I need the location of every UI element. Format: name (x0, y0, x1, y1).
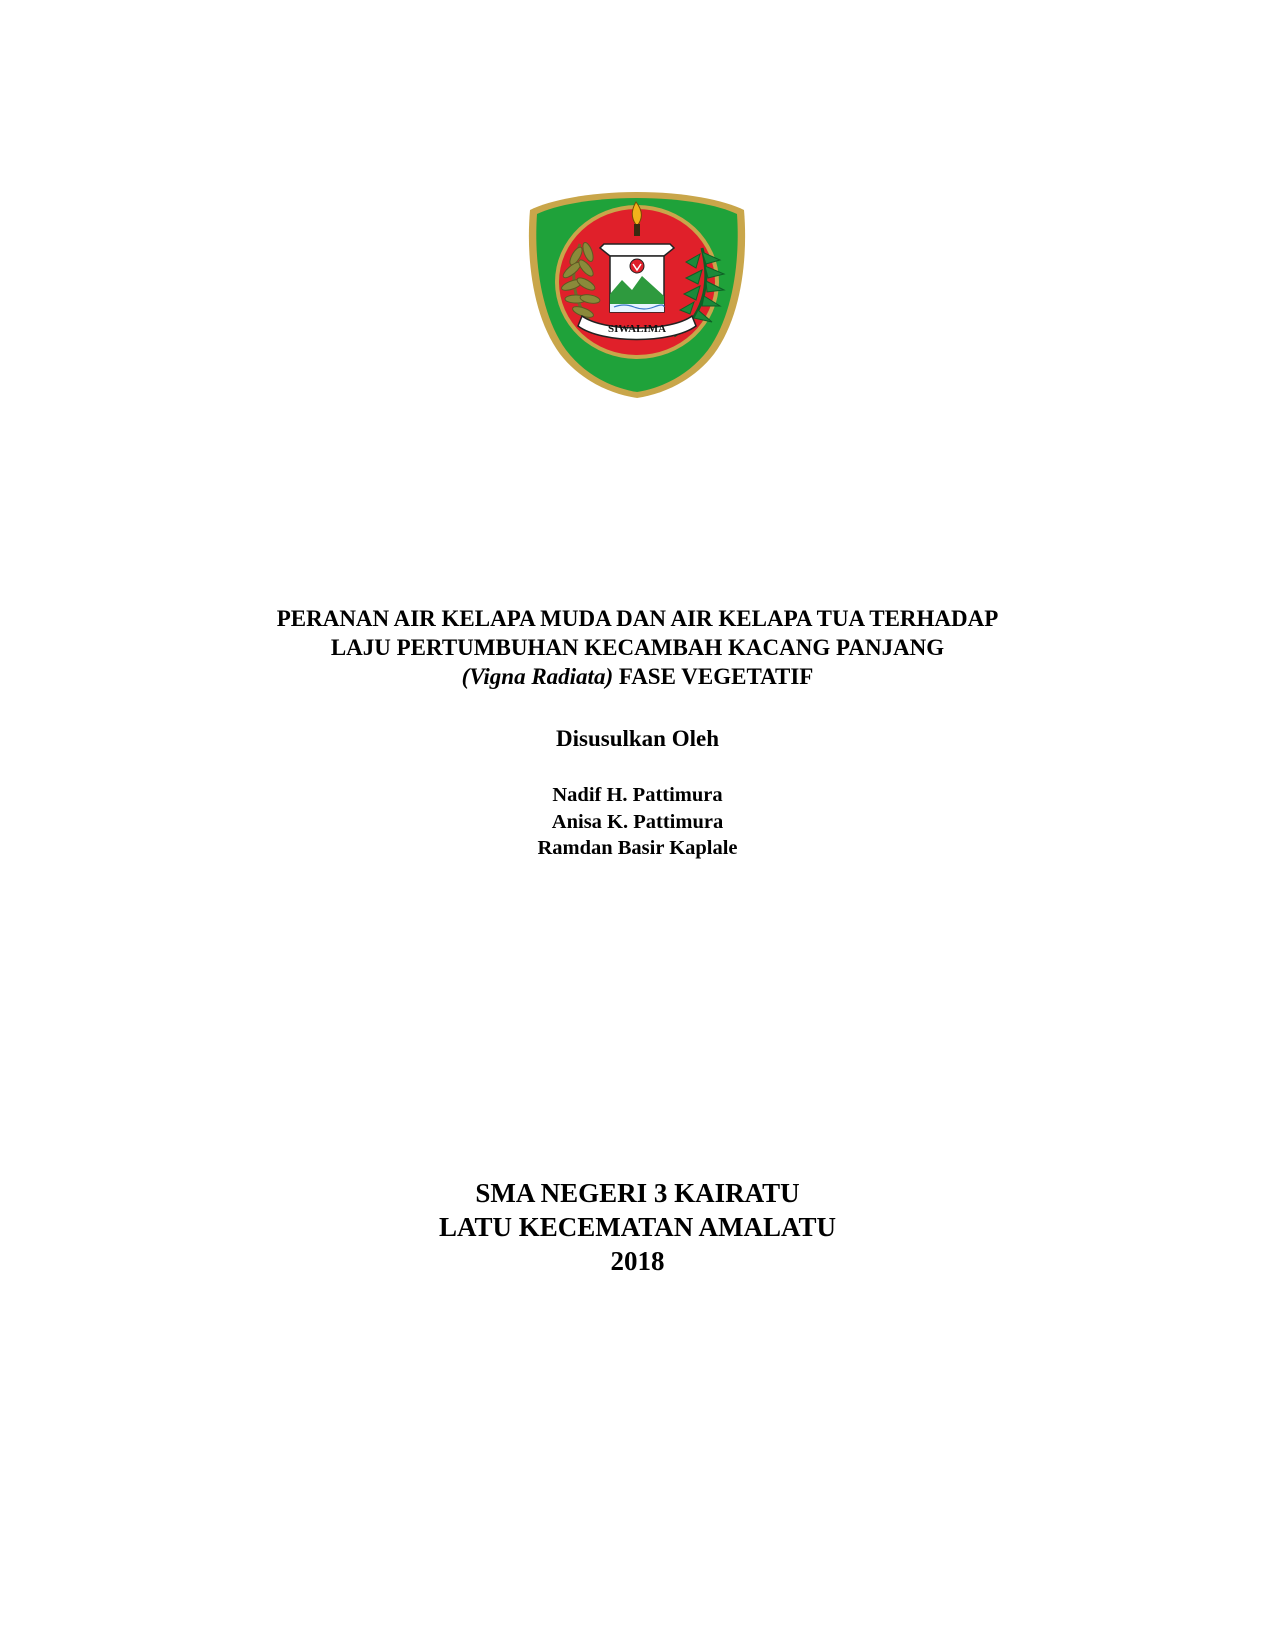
maluku-emblem-logo (524, 186, 750, 400)
document-title (0, 604, 1275, 691)
author-name: Ramdan Basir Kaplale (537, 837, 738, 859)
compiled-by-label: Disusulkan Oleh (556, 726, 719, 751)
title-line-3-rest: FASE VEGETATIF (613, 664, 814, 689)
species-name: (Vigna Radiata) (461, 664, 614, 689)
emblem-banner-text: SIWALIMA (607, 323, 667, 335)
title-line-3 (0, 662, 1275, 691)
school-year: 2018 (610, 1246, 665, 1276)
title-line-2: LAJU PERTUMBUHAN KECAMBAH KACANG PANJANG (330, 635, 945, 660)
author-name: Nadif H. Pattimura (552, 784, 723, 806)
school-location: LATU KECEMATAN AMALATU (438, 1212, 836, 1242)
author-name: Anisa K. Pattimura (551, 810, 724, 833)
school-name: SMA NEGERI 3 KAIRATU (475, 1178, 800, 1208)
title-line-1: PERANAN AIR KELAPA MUDA DAN AIR KELAPA TUA TERHADAP (276, 606, 999, 631)
author-list (0, 782, 1275, 862)
school-info (0, 1176, 1275, 1278)
